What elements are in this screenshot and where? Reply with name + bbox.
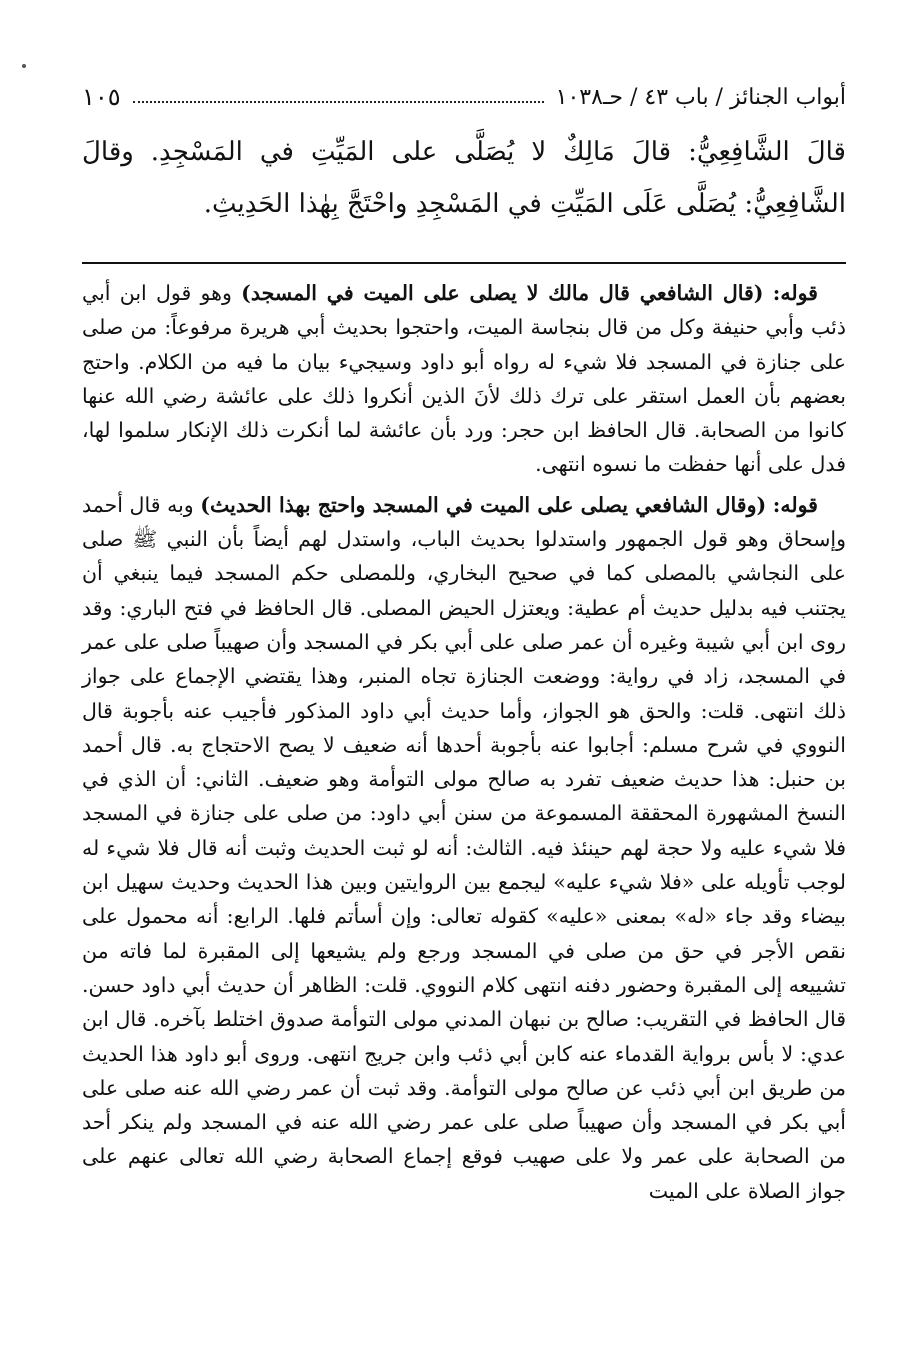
paragraph-quote: (وقال الشافعي يصلى على الميت في المسجد واحتج بهذا الحديث) — [200, 492, 767, 517]
separator-rule — [82, 262, 846, 264]
dotted-leader — [133, 101, 544, 103]
commentary-paragraph-2 — [82, 488, 846, 1208]
paragraph-lead: قوله: — [772, 281, 818, 305]
running-title: أبواب الجنائز / باب ٤٣ / حـ١٠٣٨ — [555, 84, 846, 110]
paragraph-text: وبه قال أحمد وإسحاق وهو قول الجمهور واستدلوا بحديث الباب، واستدل لهم أيضاً بأن النبي ﷺ صلى على النجاشي بالمصلى كما في صحيح البخاري، وللمصلى حكم المسجد فيما ينبغي أن يجتنب فيه بدليل حديث أم عطية: ويعتزل الحيض المصلى. قال الحافظ في فتح الباري: وقد روى ابن أبي شيبة وغيره أن عمر صلى على أبي بكر في المسجد وأن صهيباً صلى على عمر في المسجد، زاد في رواية: ووضعت الجنازة تجاه المنبر، وهذا يقتضي الإجماع على جواز ذلك انتهى. قلت: والحق هو الجواز، وأما حديث أبي داود المذكور فأجيب عنه بأجوبة قال النووي في شرح مسلم: أجابوا عنه بأجوبة أحدها أنه ضعيف لا يصح الاحتجاج به. قال أحمد بن حنبل: هذا حديث ضعيف تفرد به صالح مولى التوأمة وهو ضعيف. الثاني: أن الذي في النسخ المشهورة المحققة المسموعة من سنن أبي داود: من صلى على جنازة في المسجد فلا شيء عليه ولا حجة لهم حينئذ فيه. الثالث: أنه لو ثبت الحديث وثبت أنه قال فلا شيء له لوجب تأويله على «فلا شيء عليه» ليجمع بين الروايتين وبين هذا الحديث وحديث سهيل ابن بيضاء وقد جاء «له» بمعنى «عليه» كقوله تعالى: وإن أسأتم فلها. الرابع: أنه محمول على نقص الأجر في حق من صلى في المسجد ورجع ولم يشيعها إلى المقبرة لما فاته من تشييعه إلى المقبرة وحضور دفنه انتهى كلام النووي. قلت: الظاهر أن حديث أبي داود حسن. قال الحافظ في التقريب: صالح بن نبهان المدني مولى التوأمة صدوق اختلط بآخره. قال ابن عدي: لا بأس برواية القدماء عنه كابن أبي ذئب وابن جريج انتهى. وروى أبو داود هذا الحديث من طريق ابن أبي ذئب عن صالح مولى التوأمة. وقد ثبت أن عمر رضي الله عنه صلى على أبي بكر في المسجد وأن صهيباً صلى على عمر رضي الله عنه في المسجد ولم ينكر أحد من الصحابة على عمر ولا على صهيب فوقع إجماع الصحابة رضي الله تعالى عنهم على جواز الصلاة على الميت — [82, 492, 846, 1203]
running-header — [82, 80, 846, 114]
paragraph-text: وهو قول ابن أبي ذئب وأبي حنيفة وكل من قال بنجاسة الميت، واحتجوا بحديث أبي هريرة مرفوعاً: من صلى على جنازة في المسجد فلا شيء له رواه أبو داود وسيجيء بيان ما فيه من الكلام. واحتج بعضهم بأن العمل استقر على ترك ذلك لأنَ الذين أنكروا ذلك على عائشة رضي الله عنها كانوا من الصحابة. قال الحافظ ابن حجر: ورد بأن عائشة لما أنكرت ذلك الإنكار سلموا لها، فدل على أنها حفظت ما نسوه انتهى. — [82, 281, 846, 477]
paragraph-lead: قوله: — [772, 492, 818, 517]
main-text: قالَ الشَّافِعِيُّ: قالَ مَالِكٌ لا يُصَلَّى على المَيِّتِ في المَسْجِدِ. وقالَ الشَّافِعِيُّ: يُصَلَّى عَلَى المَيِّتِ في المَسْجِدِ واحْتَجَّ بِهٰذا الحَدِيثِ. — [82, 137, 846, 219]
paragraph-quote: (قال الشافعي قال مالك لا يصلى على الميت في المسجد) — [241, 281, 764, 305]
commentary-paragraph-1 — [82, 276, 846, 482]
page-number: ١٠٥ — [82, 83, 121, 111]
scan-speck — [22, 64, 26, 68]
commentary — [82, 276, 846, 1208]
